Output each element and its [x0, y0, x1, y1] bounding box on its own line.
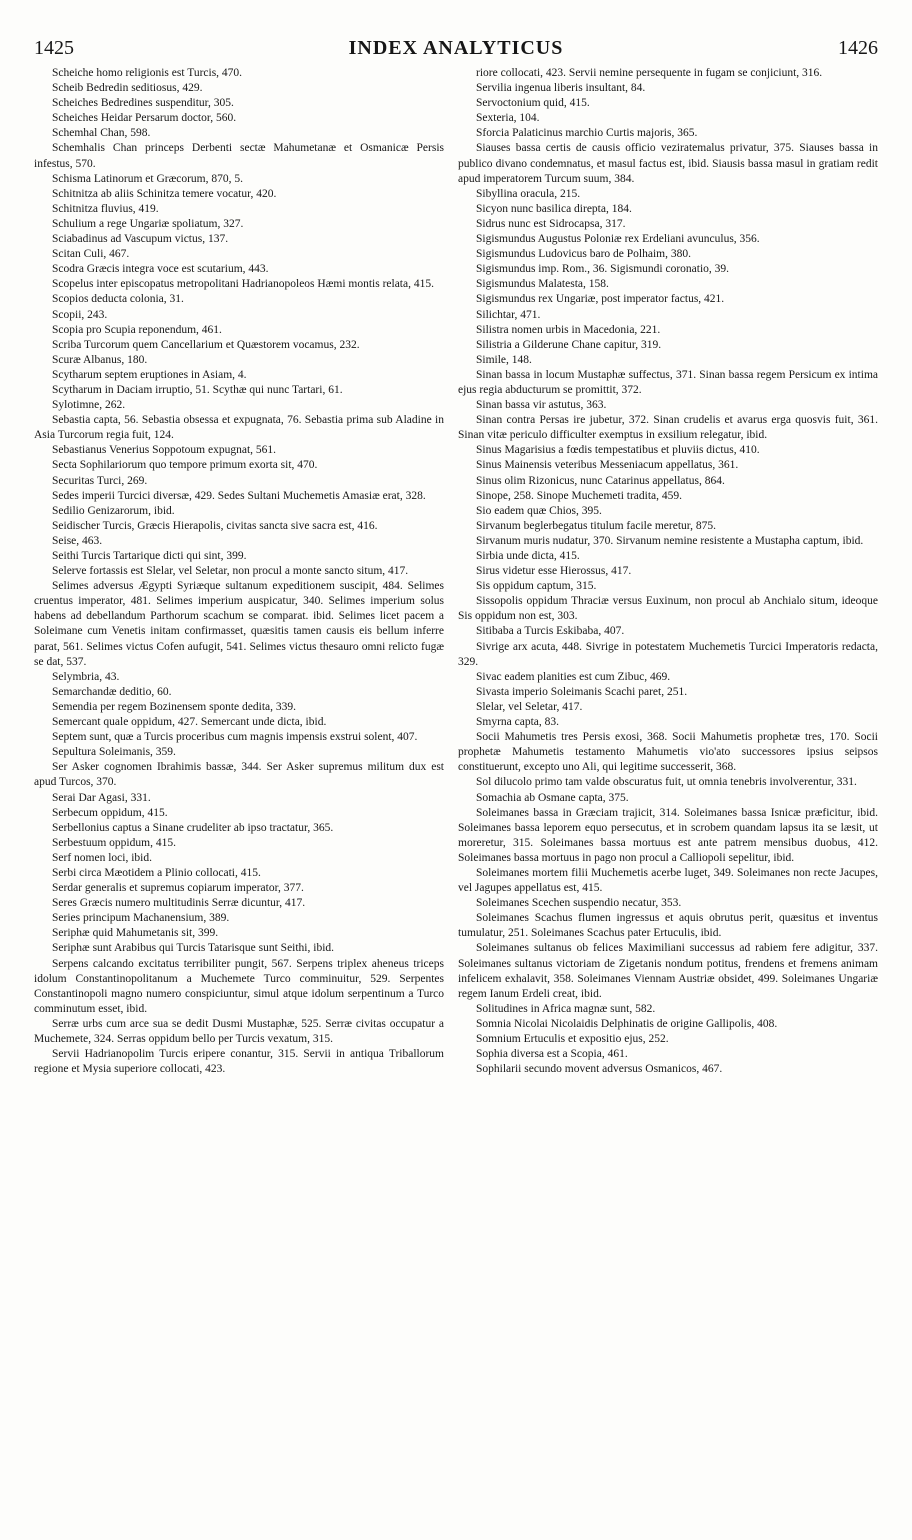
index-entry: Sirbia unde dicta, 415. [476, 550, 580, 562]
index-entry: Sepultura Soleimanis, 359. [52, 746, 176, 759]
index-entry: Schemhal Chan, 598. [52, 127, 151, 140]
index-entry: Sebastia capta, 56. Sebastia obsessa et expugnata, 76. Sebastia prima sub Aladine in Asia Turcorum regia fuit, 124. [34, 414, 444, 442]
index-entry: Schitnitza fluvius, 419. [52, 202, 159, 215]
index-entry: Sebastianus Venerius Soppotoum expugnat, 561. [52, 444, 277, 457]
index-entry: Servoctonium quid, 415. [476, 97, 590, 110]
index-entry: Series principum Machanensium, 389. [52, 912, 230, 925]
index-entry: Somnium Ertuculis et expositio ejus, 252. [476, 1033, 669, 1045]
index-entry: Sivrige arx acuta, 448. Sivrige in potestatem Muchemetis Turcici Imperatoris redacta, 329. [458, 640, 878, 668]
index-entry: Selymbria, 43. [52, 670, 120, 683]
index-entry: Scopios deducta colonia, 31. [52, 293, 184, 306]
index-entry: Seidischer Turcis, Græcis Hierapolis, civitas sancta sive sacra est, 416. [52, 519, 378, 532]
index-entry: Ser Asker cognomen Ibrahimis bassæ, 344. Ser Asker supremus militum dux est apud Turcos, 370. [34, 761, 444, 789]
index-entry: Servii Hadrianopolim Turcis eripere conantur, 315. Servii in antiqua Triballorum regione et Mysia superiore collocati, 423. [34, 1048, 444, 1076]
index-entry: Selimes adversus Ægypti Syriæque sultanum expeditionem suscipit, 484. Selimes cruentus imperator, 481. Selimes imperium auspicatur, 340. Selimes imperium solus habens ad debellandum Parthorum scachum se comparat. ibid. Selimes licet pacem a Soleimane cum Venetis initam confirmasset, quæsitis tamen causis eis bellum inferre parat, 561. Selimes victus Cofen aufugit, 541. Selimes victus thesauro omni relicto fugæ se dat, 537. [34, 580, 444, 668]
index-entry: Servilia ingenua liberis insultant, 84. [476, 82, 646, 95]
index-entry: Sissopolis oppidum Thraciæ versus Euxinum, non procul ab Anchialo situm, ideoque Sis oppidum non est, 303. [458, 595, 878, 623]
index-entry: Sforcia Palaticinus marchio Curtis majoris, 365. [476, 127, 698, 140]
index-entry: Sidrus nunc est Sidrocapsa, 317. [476, 217, 626, 230]
index-entry: Sitibaba a Turcis Eskibaba, 407. [476, 625, 625, 638]
index-entry: Semarchandæ deditio, 60. [52, 685, 172, 698]
index-entry: Soleimanes bassa in Græciam trajicit, 314. Soleimanes bassa Isnicæ præficitur, ibid. Soleimanes bassa leporem equo persecutus, et in scrobem quandam lapsus ita se læsit, ut moreretur, 315. Soleimanes bassa mortuus est ante patrem mensibus duobus, 412. Soleimanes bassa mortuus in pago non procul a Calliopoli sepelitur, ibid. [458, 806, 878, 864]
index-entry: Sedes imperii Turcici diversæ, 429. Sedes Sultani Muchemetis Amasiæ erat, 328. [52, 489, 426, 502]
index-entry: Sis oppidum captum, 315. [476, 580, 597, 593]
index-entry: Sirvanum muris nudatur, 370. Sirvanum nemine resistente a Mustapha captum, ibid. [476, 534, 864, 547]
index-entry: Septem sunt, quæ a Turcis proceribus cum magnis impensis exstrui solent, 407. [52, 731, 418, 744]
index-entry: Scopii, 243. [52, 308, 108, 321]
index-entry: Sophia diversa est a Scopia, 461. [476, 1048, 628, 1061]
index-entry: Schulium a rege Ungariæ spoliatum, 327. [52, 217, 244, 230]
index-entry: Schitnitza ab aliis Schinitza temere vocatur, 420. [52, 187, 277, 200]
index-entry: Somnia Nicolai Nicolaidis Delphinatis de origine Gallipolis, 408. [476, 1017, 778, 1030]
index-entry: Sedilio Genizarorum, ibid. [52, 504, 175, 517]
index-entry: Serf nomen loci, ibid. [52, 851, 152, 864]
index-entry: Serbecum oppidum, 415. [52, 806, 168, 819]
index-entry: Silistra nomen urbis in Macedonia, 221. [476, 323, 661, 336]
index-entry: Schisma Latinorum et Græcorum, 870, 5. [52, 172, 243, 185]
index-entry: Scytharum in Daciam irruptio, 51. Scythæ qui nunc Tartari, 61. [52, 383, 343, 396]
index-entry: Serbellonius captus a Sinane crudeliter ab ipso tractatur, 365. [52, 821, 334, 834]
index-entry: Slelar, vel Seletar, 417. [476, 700, 583, 713]
index-entry: Scitan Culi, 467. [52, 248, 130, 261]
index-entry: Sibyllina oracula, 215. [476, 187, 581, 200]
index-entry: Scodra Græcis integra voce est scutarium, 443. [52, 263, 269, 276]
index-entry: Scriba Turcorum quem Cancellarium et Quæstorem vocamus, 232. [52, 338, 360, 351]
index-entry: Soleimanes Scechen suspendio necatur, 353. [476, 897, 682, 910]
index-entry: Sinan bassa vir astutus, 363. [476, 399, 607, 412]
index-entry: Scheiches Heidar Persarum doctor, 560. [52, 112, 237, 125]
index-entry: Scytharum septem eruptiones in Asiam, 4. [52, 368, 247, 381]
index-entry: Simile, 148. [476, 353, 532, 366]
index-entry: Solitudines in Africa magnæ sunt, 582. [476, 1002, 656, 1015]
index-entry: Serbestuum oppidum, 415. [52, 836, 176, 849]
index-entry: Sylotimne, 262. [52, 399, 126, 412]
index-entry: Serdar generalis et supremus copiarum imperator, 377. [52, 882, 304, 895]
index-entry: Serpens calcando excitatus terribiliter pungit, 567. Serpens triplex aheneus triceps idolum Constantinopolitanum a Muchemete Turco comminuitur, 529. Serpentes Constantinopoli magno numero conspiciuntur, simul atque idolum serpentinum a Turco comminutum esset, ibid. [34, 957, 444, 1015]
index-entry: Seise, 463. [52, 534, 103, 547]
index-entry: Somachia ab Osmane capta, 375. [476, 791, 629, 804]
index-entry: Sinan contra Persas ire jubetur, 372. Sinan crudelis et avarus erga quosvis fuit, 361. Sinan vitæ periculo difficulter exemptus in exsilium relegatur, ibid. [458, 414, 878, 442]
index-entry: Smyrna capta, 83. [476, 716, 560, 729]
index-entry: Semendia per regem Bozinensem sponte dedita, 339. [52, 700, 296, 713]
index-entry: Sinus Mainensis veteribus Messeniacum appellatus, 361. [476, 459, 739, 472]
index-entry: Seriphæ quid Mahumetanis sit, 399. [52, 927, 219, 940]
index-entry: Sigismundus rex Ungariæ, post imperator factus, 421. [476, 293, 725, 306]
page-number-right: 1426 [838, 37, 878, 59]
index-entry: Seriphæ sunt Arabibus qui Turcis Tatarisque sunt Seithi, ibid. [52, 942, 335, 955]
index-entry: Scheib Bedredin seditiosus, 429. [52, 82, 203, 95]
page-title: INDEX ANALYTICUS [348, 37, 564, 59]
index-entry: Sigismundus Augustus Poloniæ rex Erdeliani avunculus, 356. [476, 233, 760, 246]
index-entry: Serbi circa Mæotidem a Plinio collocati, 415. [52, 866, 261, 879]
index-entry: riore collocati, 423. Servii nemine persequente in fugam se conjiciunt, 316. [476, 67, 823, 79]
index-entry: Semercant quale oppidum, 427. Semercant unde dicta, ibid. [52, 716, 327, 729]
index-entry: Sinan bassa in locum Mustaphæ suffectus, 371. Sinan bassa regem Persicum ex intima ejus regia abducturum se promittit, 372. [458, 368, 878, 396]
index-entry: Silistria a Gilderune Chane capitur, 319. [476, 338, 662, 351]
index-entry: Sicyon nunc basilica direpta, 184. [476, 202, 632, 215]
index-entry: Sivac eadem planities est cum Zibuc, 469. [476, 670, 671, 683]
index-entry: Sinus Magarisius a fœdis tempestatibus et pluviis dictus, 410. [476, 444, 760, 457]
index-entry: Sigismundus Ludovicus baro de Polhaim, 380. [476, 248, 691, 261]
index-entry: Sirus videtur esse Hierossus, 417. [476, 565, 632, 578]
index-entry: Scopelus inter episcopatus metropolitani Hadrianopoleos Hæmi montis relata, 415. [52, 278, 434, 291]
index-entry: Scopia pro Scupia reponendum, 461. [52, 323, 222, 336]
index-entry: Sivasta imperio Soleimanis Scachi paret, 251. [476, 685, 688, 698]
index-entry: Serræ urbs cum arce sua se dedit Dusmi Mustaphæ, 525. Serræ civitas occupatur a Muchemete, 324. Serras oppidum bello per Turcis vexatum, 315. [34, 1017, 444, 1045]
index-entry: Sophilarii secundo movent adversus Osmanicos, 467. [476, 1063, 723, 1076]
index-entry: Siauses bassa certis de causis officio veziratemalus privatur, 375. Siauses bassa in publico divano condemnatus, et masul factus est, ibid. Siausis bassa masul in gratiam redit apud imperatorem Turcum suum, 384. [458, 142, 878, 185]
index-entry: Scheiche homo religionis est Turcis, 470. [52, 67, 243, 79]
index-entry: Sirvanum beglerbegatus titulum facile meretur, 875. [476, 519, 717, 532]
index-column-right [458, 66, 878, 1520]
index-entry: Sexteria, 104. [476, 112, 540, 125]
page-number-left: 1425 [34, 37, 74, 59]
index-entry: Schemhalis Chan princeps Derbenti sectæ Mahumetanæ et Osmanicæ Persis infestus, 570. [34, 142, 444, 170]
index-entry: Soleimanes mortem filii Muchemetis acerbe luget, 349. Soleimanes non recte Jacupes, vel Jagupes appellatus est, 415. [458, 866, 878, 895]
index-entry: Serai Dar Agasi, 331. [52, 791, 151, 804]
index-column-left [34, 66, 444, 1520]
index-entry: Sol dilucolo primo tam valde obscuratus fuit, ut omnia tenebris involverentur, 331. [476, 776, 857, 789]
index-entry: Sinus olim Rizonicus, nunc Catarinus appellatus, 864. [476, 474, 725, 487]
index-entry: Seres Græcis numero multitudinis Serræ dicuntur, 417. [52, 897, 306, 910]
index-entry: Sciabadinus ad Vascupum victus, 137. [52, 233, 229, 246]
index-entry: Silichtar, 471. [476, 308, 541, 321]
index-entry: Seithi Turcis Tartarique dicti qui sint, 399. [52, 550, 247, 562]
index-entry: Socii Mahumetis tres Persis exosi, 368. Socii Mahumetis prophetæ tres, 170. Socii prophetæ Mahumetis testamento Mahumetis vio'ato successores ipsius seipsos constituerunt, excepto uno Ali, qui legitime successerit, 368. [458, 731, 878, 774]
index-entry: Sigismundus Malatesta, 158. [476, 278, 609, 291]
index-entry: Selerve fortassis est Slelar, vel Seletar, non procul a monte sancto situm, 417. [52, 565, 409, 578]
index-entry: Sio eadem quæ Chios, 395. [476, 504, 602, 517]
index-entry: Scheiches Bedredines suspenditur, 305. [52, 97, 234, 110]
index-entry: Secta Sophilariorum quo tempore primum exorta sit, 470. [52, 459, 318, 472]
index-entry: Sinope, 258. Sinope Muchemeti tradita, 459. [476, 489, 683, 502]
index-entry: Securitas Turci, 269. [52, 474, 148, 487]
index-entry: Sigismundus imp. Rom., 36. Sigismundi coronatio, 39. [476, 263, 730, 276]
index-entry: Soleimanes sultanus ob felices Maximiliani successus ad rabiem fere adigitur, 337. Soleimanes sultanus victoriam de Zigetanis nondum potitus, frendens et fremens animam infelicem exhalavit, 358. Soleimanes Viennam Austriæ obsidet, 499. Soleimanes Ungariæ regem Ianum Erdeli creat, ibid. [458, 942, 878, 1000]
index-entry: Soleimanes Scachus flumen ingressus et aquis obrutus perit, quæsitus et inventus tumulatur, 251. Soleimanes Scachus pater Ertuculis, ibid. [458, 912, 878, 940]
index-entry: Scuræ Albanus, 180. [52, 353, 148, 366]
